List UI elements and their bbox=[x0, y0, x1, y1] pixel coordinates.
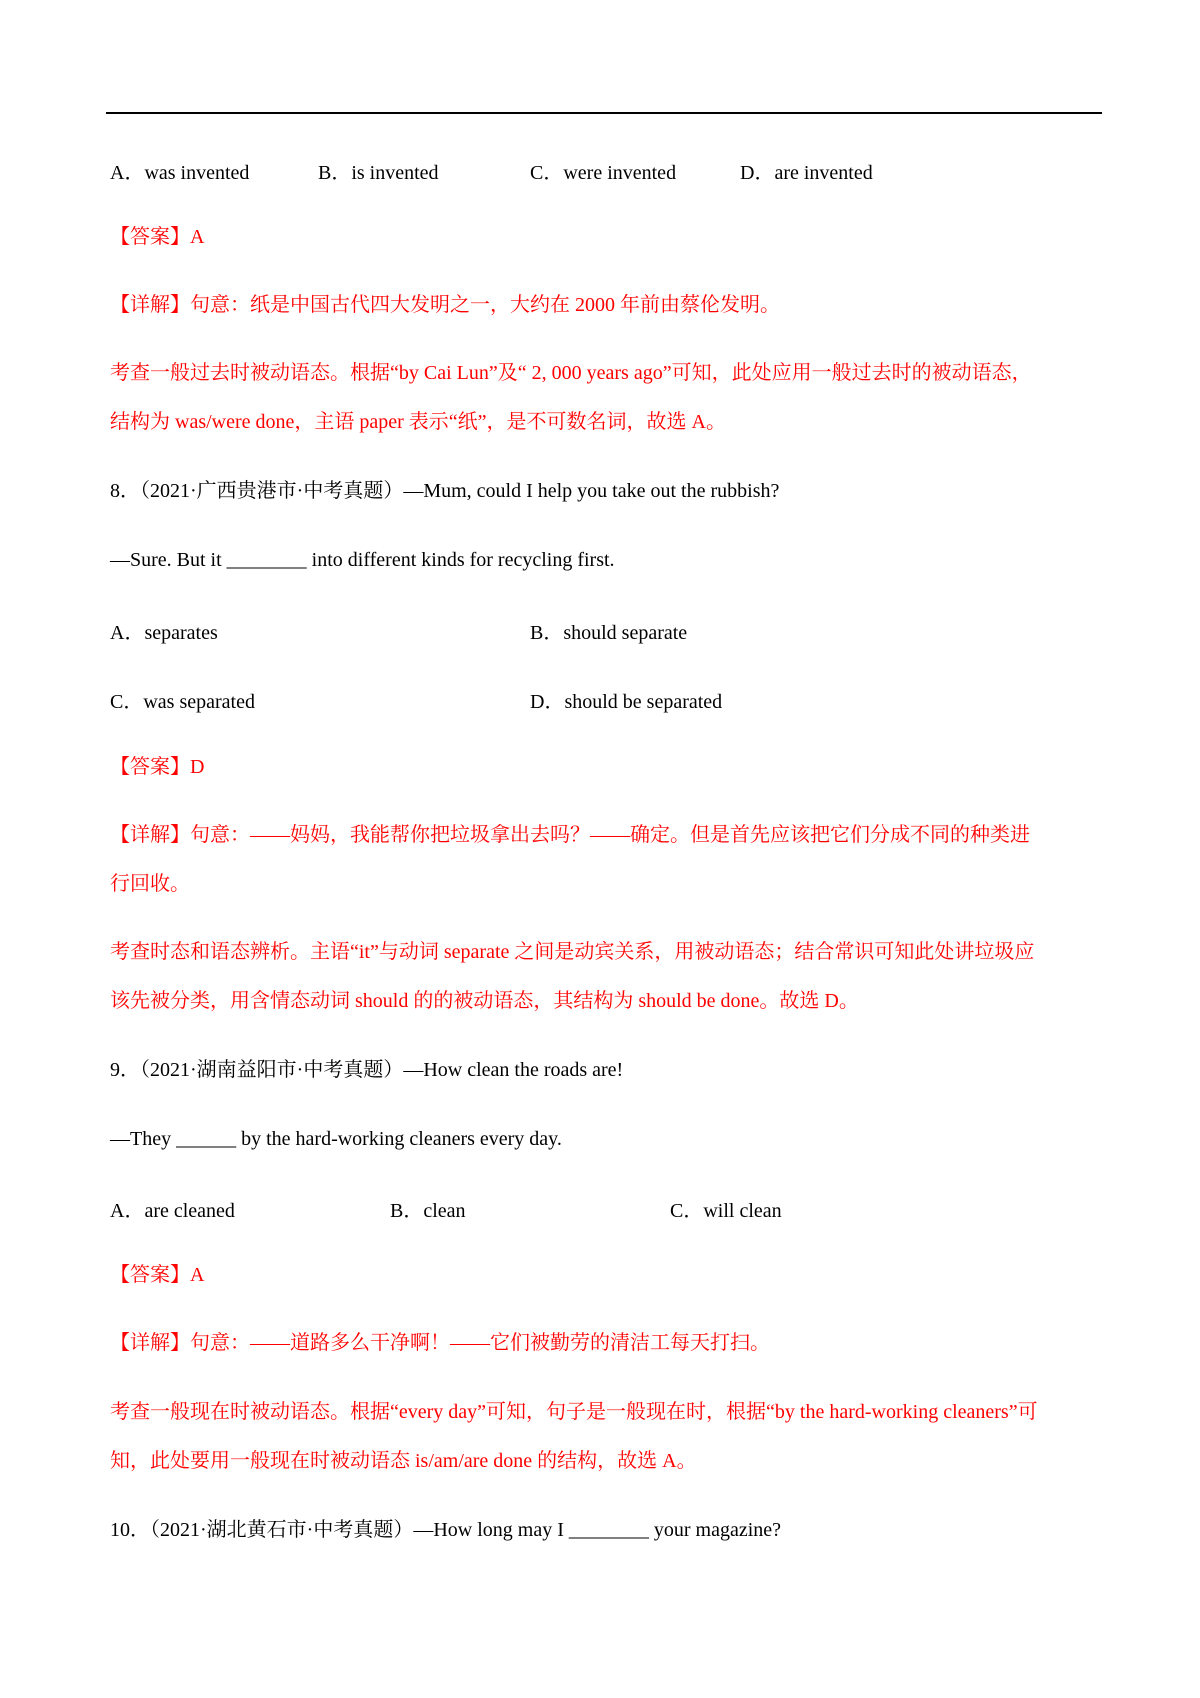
q7-option-b: B．is invented bbox=[318, 162, 439, 184]
header-rule bbox=[106, 112, 1102, 114]
q9-answer: 【答案】A bbox=[110, 1264, 205, 1286]
q7-detail: 【详解】句意：纸是中国古代四大发明之一，大约在 2000 年前由蔡伦发明。 bbox=[110, 294, 780, 316]
q9-option-a: A．are cleaned bbox=[110, 1200, 235, 1222]
q7-option-c: C．were invented bbox=[530, 162, 677, 184]
q9-detail: 【详解】句意：——道路多么干净啊！——它们被勤劳的清洁工每天打扫。 bbox=[110, 1332, 770, 1354]
q7-option-d: D．are invented bbox=[740, 162, 873, 184]
q9-analysis-line-1: 考查一般现在时被动语态。根据“every day”可知，句子是一般现在时，根据“by the hard-working cleaners”可 bbox=[110, 1401, 1038, 1423]
q9-line-2: —They ______ by the hard-working cleaners every day. bbox=[110, 1128, 562, 1150]
q8-option-b: B．should separate bbox=[530, 622, 688, 644]
q8-option-a: A．separates bbox=[110, 622, 218, 644]
q8-line-2: —Sure. But it ________ into different kinds for recycling first. bbox=[110, 549, 615, 571]
q8-analysis-line-2: 该先被分类，用含情态动词 should 的的被动语态，其结构为 should be done。故选 D。 bbox=[110, 990, 859, 1012]
q8-detail-line-2: 行回收。 bbox=[110, 873, 190, 895]
q9-stem: 9．（2021·湖南益阳市·中考真题）—How clean the roads are! bbox=[110, 1059, 624, 1081]
q7-answer: 【答案】A bbox=[110, 226, 205, 248]
q7-option-a: A．was invented bbox=[110, 162, 250, 184]
q7-analysis-line-2: 结构为 was/were done，主语 paper 表示“纸”，是不可数名词，故选 A。 bbox=[110, 411, 727, 433]
q8-stem: 8．（2021·广西贵港市·中考真题）—Mum, could I help you take out the rubbish? bbox=[110, 480, 780, 502]
q10-stem: 10．（2021·湖北黄石市·中考真题）—How long may I ________ your magazine? bbox=[110, 1519, 782, 1541]
q9-option-c: C．will clean bbox=[670, 1200, 782, 1222]
q8-option-d: D．should be separated bbox=[530, 691, 723, 713]
q8-detail-line-1: 【详解】句意：——妈妈，我能帮你把垃圾拿出去吗？——确定。但是首先应该把它们分成不同的种类进 bbox=[110, 824, 1030, 846]
q8-option-c: C．was separated bbox=[110, 691, 255, 713]
q9-analysis-line-2: 知，此处要用一般现在时被动语态 is/am/are done 的结构，故选 A。 bbox=[110, 1450, 697, 1472]
q8-answer: 【答案】D bbox=[110, 756, 205, 778]
q7-analysis-line-1: 考查一般过去时被动语态。根据“by Cai Lun”及“ 2, 000 years ago”可知，此处应用一般过去时的被动语态， bbox=[110, 362, 1032, 384]
q8-analysis-line-1: 考查时态和语态辨析。主语“it”与动词 separate 之间是动宾关系，用被动语态；结合常识可知此处讲垃圾应 bbox=[110, 941, 1035, 963]
q9-option-b: B．clean bbox=[390, 1200, 466, 1222]
